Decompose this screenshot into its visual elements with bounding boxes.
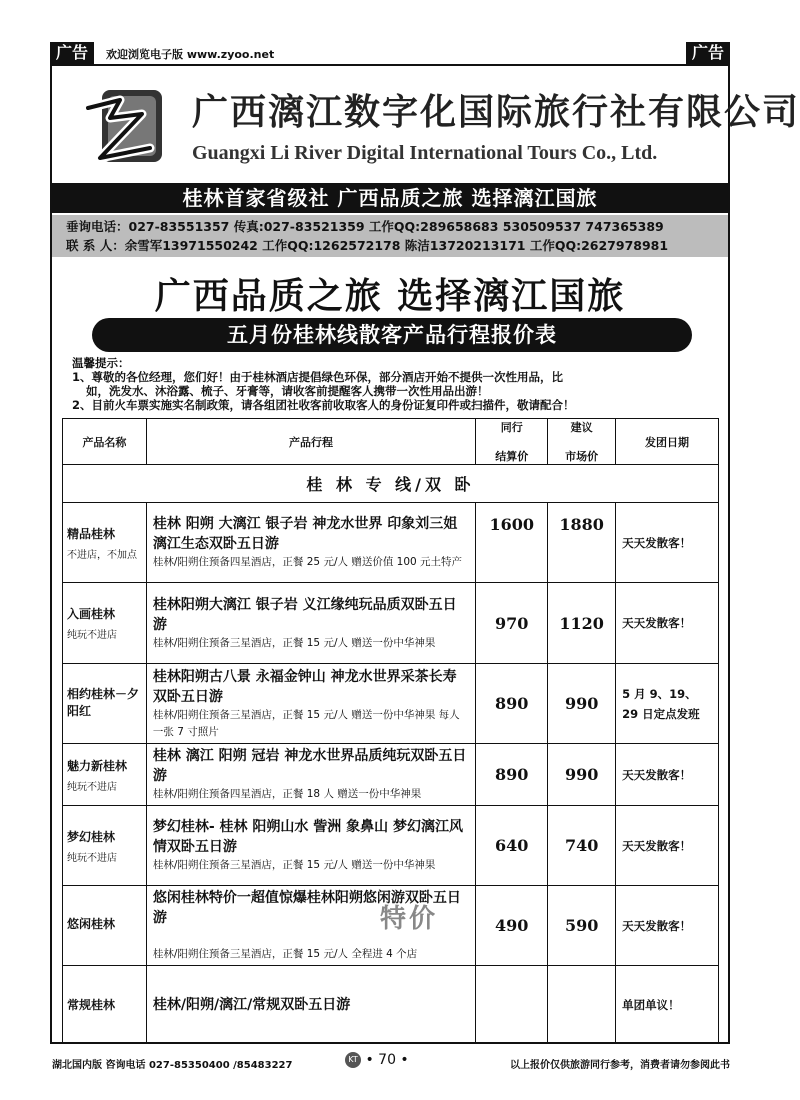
product-itinerary: 桂林阳朔大漓江 银子岩 义江缘纯玩品质双卧五日游 [152, 596, 457, 633]
section-title: 桂 林 专 线/双 卧 [63, 465, 719, 503]
peer-price: 890 [476, 744, 548, 806]
product-hotel: 桂林/阳朔住预备三星酒店，正餐 15 元/人 赠送一份中华神果 每人一张 7 寸照片 [152, 708, 460, 738]
page-number-text: • 70 • [365, 1052, 409, 1068]
table-row [63, 744, 719, 806]
ad-tag-right: 广告 [686, 42, 730, 64]
product-name: 梦幻桂林 [67, 829, 116, 844]
product-hotel: 桂林/阳朔住预备四星酒店，正餐 18 人 赠送一份中华神果 [152, 788, 422, 800]
market-price: 1120 [548, 583, 616, 664]
table-row [63, 503, 719, 583]
contact-bar [52, 215, 728, 257]
tips-item-1a: 1、尊敬的各位经理，您们好！由于桂林酒店提倡绿色环保，部分酒店开始不提供一次性用品，比 [72, 370, 563, 384]
product-itinerary: 悠闲桂林特价一超值惊爆桂林阳朔悠闲游双卧五日游 [152, 890, 461, 926]
table-row [63, 583, 719, 664]
product-name: 魅力新桂林 [67, 758, 128, 773]
market-price [548, 966, 616, 1044]
market-price: 740 [548, 806, 616, 886]
welcome-text: 欢迎浏览电子版 www.zyoo.net [106, 48, 275, 61]
market-price: 990 [548, 664, 616, 744]
company-name-en: Guangxi Li River Digital International Tours Co., Ltd. [192, 142, 658, 164]
company-logo-icon [80, 78, 170, 178]
tips [72, 356, 722, 412]
market-price: 590 [548, 886, 616, 966]
market-price: 1880 [548, 503, 616, 583]
peer-price: 1600 [476, 503, 548, 583]
product-note: 纯玩不进店 [67, 781, 117, 793]
product-name: 入画桂林 [67, 607, 116, 621]
contact-line-1: 垂询电话：027-83551357 传真:027-83521359 工作QQ:289658683 530509537 747365389 [66, 219, 664, 234]
product-name: 悠闲桂林 [67, 917, 116, 931]
product-hotel: 桂林/阳朔住预备三星酒店，正餐 15 元/人 赠送一份中华神果 [152, 859, 436, 871]
product-itinerary: 梦幻桂林- 桂林 阳朔山水 訾洲 象鼻山 梦幻漓江风情双卧五日游 [152, 819, 464, 855]
product-note: 不进店，不加点 [67, 549, 137, 561]
table-row [63, 664, 719, 744]
footer-left: 湖北国内版 咨询电话 027-85350400 /85483227 [52, 1060, 293, 1071]
price-table [62, 418, 719, 1044]
sub-title: 五月份桂林线散客产品行程报价表 [92, 318, 692, 352]
publisher-badge-icon: KT [345, 1052, 361, 1068]
peer-price [476, 966, 548, 1044]
departure: 天天发散客！ [616, 503, 719, 583]
departure: 天天发散客！ [616, 583, 719, 664]
product-itinerary: 桂林阳朔古八景 永福金钟山 神龙水世界采茶长寿双卧五日游 [152, 668, 457, 705]
peer-price: 640 [476, 806, 548, 886]
product-hotel: 桂林/阳朔住预备三星酒店，正餐 15 元/人 赠送一份中华神果 [152, 636, 436, 649]
table-row [63, 966, 719, 1044]
header-market-price: 建议 市场价 [548, 419, 616, 465]
product-itinerary: 桂林 漓江 阳朔 冠岩 神龙水世界品质纯玩双卧五日游 [152, 748, 467, 784]
product-itinerary: 桂林/阳朔/漓江/常规双卧五日游 [152, 996, 351, 1013]
departure: 天天发散客！ [616, 744, 719, 806]
section-row [63, 465, 719, 503]
tips-heading: 温馨提示： [72, 356, 130, 370]
product-hotel: 桂林/阳朔住预备三星酒店，正餐 15 元/人 全程进 4 个店 [152, 948, 418, 960]
header-departure: 发团日期 [616, 419, 719, 465]
ad-tag-left: 广告 [50, 42, 94, 64]
header-peer-price: 同行 结算价 [476, 419, 548, 465]
tips-item-2: 2、目前火车票实施实名制政策，请各组团社收客前收取客人的身份证复印件或扫描件，敬请配合！ [72, 398, 575, 412]
tips-item-1b: 如，洗发水、沐浴露、梳子、牙膏等，请收客前提醒客人携带一次性用品出游！ [86, 384, 489, 398]
page-number [345, 1052, 409, 1068]
peer-price: 970 [476, 583, 548, 664]
footer-right: 以上报价仅供旅游同行参考，消费者请勿参阅此书 [510, 1060, 730, 1071]
peer-price: 490 [476, 886, 548, 966]
table-row [63, 806, 719, 886]
table-header-row [63, 419, 719, 465]
product-itinerary: 桂林 阳朔 大漓江 银子岩 神龙水世界 印象刘三姐漓江生态双卧五日游 [152, 516, 458, 552]
departure: 单团单议！ [616, 966, 719, 1044]
main-title: 广西品质之旅 选择漓江国旅 [154, 276, 626, 317]
product-note: 纯玩不进店 [67, 630, 117, 641]
header-itinerary: 产品行程 [146, 419, 475, 465]
slogan-bar: 桂林首家省级社 广西品质之旅 选择漓江国旅 [52, 183, 728, 213]
product-name: 常规桂林 [67, 998, 116, 1012]
header-name: 产品名称 [63, 419, 147, 465]
peer-price: 890 [476, 664, 548, 744]
departure: 天天发散客！ [616, 806, 719, 886]
departure: 5 月 9、19、29 日定点发班 [616, 664, 719, 744]
company-name-cn: 广西漓江数字化国际旅行社有限公司 [192, 91, 800, 133]
product-name: 精品桂林 [67, 526, 116, 541]
contact-line-2: 联 系 人：余雪军13971550242 工作QQ:1262572178 陈洁13720213171 工作QQ:2627978981 [66, 238, 669, 253]
special-price-stamp: 特价 [380, 904, 439, 934]
product-hotel: 桂林/阳朔住预备四星酒店，正餐 25 元/人 赠送价值 100 元土特产 [152, 556, 463, 568]
product-name: 相约桂林－夕阳红 [67, 686, 140, 718]
product-note: 纯玩不进店 [67, 852, 117, 864]
departure: 天天发散客！ [616, 886, 719, 966]
market-price: 990 [548, 744, 616, 806]
